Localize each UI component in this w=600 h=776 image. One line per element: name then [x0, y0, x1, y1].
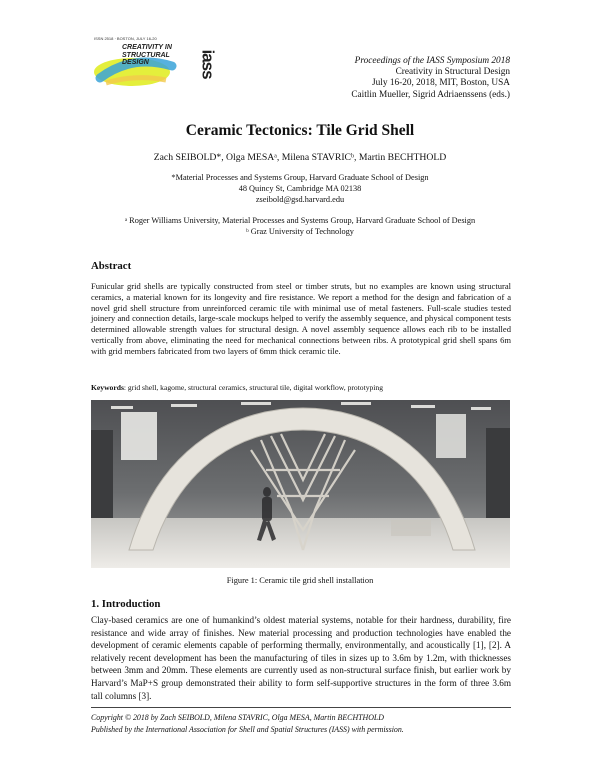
iass-logo-text: iass	[199, 49, 218, 79]
footer-copyright: Copyright © 2018 by Zach SEIBOLD, Milena STAVRIC, Olga MESA, Martin BECHTHOLD	[91, 713, 385, 722]
conf-proceedings: Proceedings of the IASS Symposium 2018	[354, 56, 510, 66]
keywords-label: Keywords	[91, 383, 124, 392]
abstract-text: Funicular grid shells are typically constructed from steel or timber struts, but no examples are known using structural ceramics, a material known for its longevity and fire resistance. We report a method for the design and fabrication of a novel grid shell structure from unreinforced ceramic tile with minimal use of metal fasteners. Full-scale studies tested joinery and connection details, large-scale mockups helped to verify the assembly sequence, and physical component tests determined allowable strength values for structural design. A novel assembly sequence allows each rib to be installed vertically from above, eliminating the need for mechanical connections between ribs. A prototypical grid shell spans 6m with grid members fabricated from two layers of 6mm thick ceramic tile.	[91, 281, 511, 356]
keywords	[91, 383, 383, 392]
figure-photo	[91, 400, 510, 568]
footer-rule	[91, 707, 511, 708]
paper-title: Ceramic Tectonics: Tile Grid Shell	[185, 122, 415, 139]
abstract-heading: Abstract	[91, 260, 132, 272]
keywords-list: : grid shell, kagome, structural ceramics, structural tile, digital workflow, prototyping	[123, 383, 384, 392]
logo-issn-text: ISSN 2518 · BOSTON, JULY 16-20	[94, 36, 157, 41]
intro-heading: 1. Introduction	[91, 598, 161, 610]
conf-theme: Creativity in Structural Design	[395, 67, 510, 78]
conference-info	[351, 56, 510, 101]
intro-text: Clay-based ceramics are one of humankind’s oldest material systems, notable for their hardness, durability, fire resistance and wide array of finishes. New material processing and production technologies have enabled the development of ceramic elements capable of performing thermally, environmentally, and acoustically [1], [2]. A relatively recent development has been the manufacturing of tiles in sizes up to 3.6m by 1.2m, with thicknesses between 3mm and 20mm. These elements are currently used as non-structural surface finish, but earlier work by Harvard’s MaP+S group demonstrated their ability to form self-supportive structures in the form of three 3.6m tall columns [3].	[91, 615, 511, 701]
conf-dates: July 16-20, 2018, MIT, Boston, USA	[372, 78, 510, 89]
conf-editors: Caitlin Mueller, Sigrid Adriaenssens (eds.)	[351, 89, 510, 100]
iass-logo	[196, 38, 220, 90]
affiliation-secondary: ᵃ Roger Williams University, Material Processes and Systems Group, Harvard Graduate School of Design ᵇ Graz University of Technology	[124, 216, 476, 236]
paper-authors: Zach SEIBOLD*, Olga MESAᵃ, Milena STAVRICᵇ, Martin BECHTHOLD	[153, 152, 447, 163]
conference-logo	[92, 36, 184, 88]
logo-title: CREATIVITY IN STRUCTURAL DESIGN	[122, 44, 172, 66]
affiliation-primary: *Material Processes and Systems Group, Harvard Graduate School of Design 48 Quincy St, Cambridge MA 02138 zseibold@gsd.harvard.edu	[171, 173, 429, 204]
footer-publisher: Published by the International Association for Shell and Spatial Structures (IASS) with permission.	[91, 725, 404, 734]
figure-caption: Figure 1: Ceramic tile grid shell installation	[226, 576, 374, 585]
